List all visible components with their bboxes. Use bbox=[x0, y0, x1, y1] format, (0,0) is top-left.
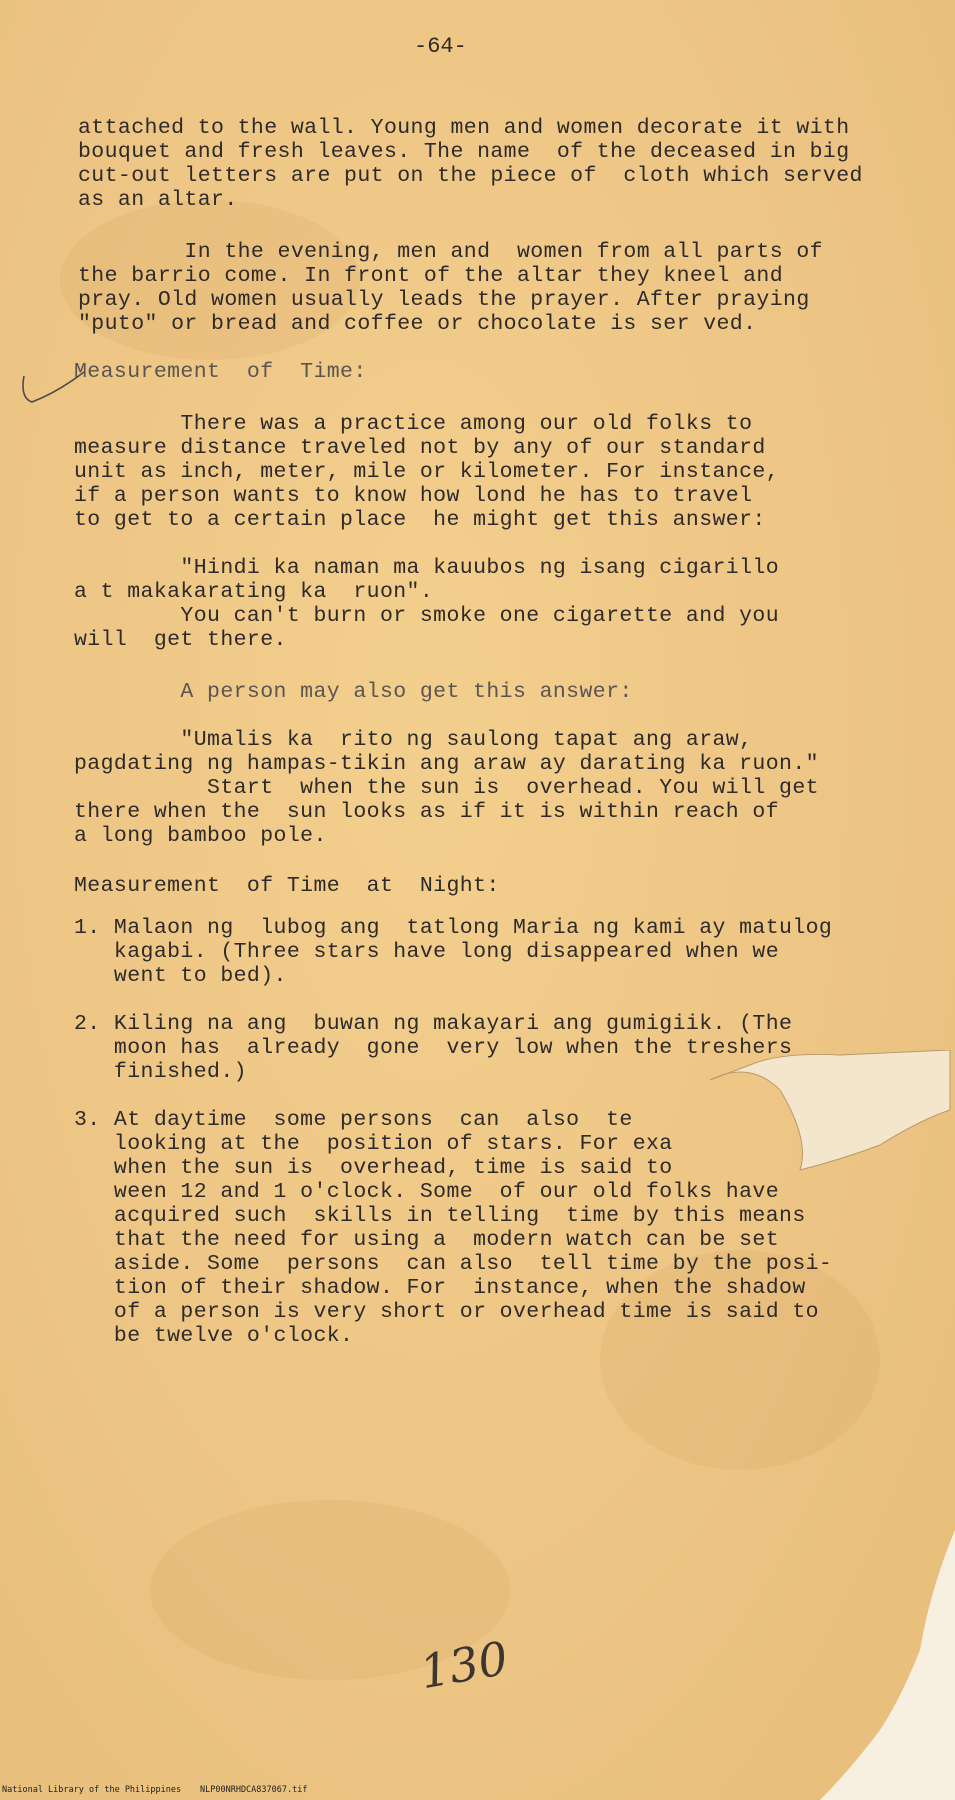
check-mark-icon bbox=[18, 368, 88, 408]
text-line: "Umalis ka rito ng saulong tapat ang araw, bbox=[74, 728, 753, 752]
heading-measurement-of-time: Measurement of Time: bbox=[74, 360, 367, 384]
text-line: There was a practice among our old folks to bbox=[74, 412, 753, 436]
text-line: of a person is very short or overhead time is said to bbox=[74, 1300, 819, 1324]
text-line: to get to a certain place he might get this answer: bbox=[74, 508, 766, 532]
text-line: moon has already gone very low when the treshers bbox=[74, 1036, 793, 1060]
text-line: unit as inch, meter, mile or kilometer. For instance, bbox=[74, 460, 780, 484]
text-line: 3. At daytime some persons can also te bbox=[74, 1108, 633, 1132]
text-line: finished.) bbox=[74, 1060, 247, 1084]
text-line: acquired such skills in telling time by this means bbox=[74, 1204, 806, 1228]
text-line: looking at the position of stars. For exa bbox=[74, 1132, 673, 1156]
paragraph-another-answer: A person may also get this answer: bbox=[74, 680, 633, 704]
text-line: there when the sun looks as if it is within reach of bbox=[74, 800, 780, 824]
text-line: if a person wants to know how lond he has to travel bbox=[74, 484, 753, 508]
text-line: measure distance traveled not by any of our standard bbox=[74, 436, 766, 460]
text-line: bouquet and fresh leaves. The name of the deceased in big bbox=[78, 140, 850, 164]
text-line: that the need for using a modern watch can be set bbox=[74, 1228, 780, 1252]
text-line: attached to the wall. Young men and women decorate it with bbox=[78, 116, 850, 140]
text-line: Start when the sun is overhead. You will get bbox=[74, 776, 819, 800]
text-line: 1. Malaon ng lubog ang tatlong Maria ng kami ay matulog bbox=[74, 916, 833, 940]
text-line: aside. Some persons can also tell time by the posi- bbox=[74, 1252, 833, 1276]
text-line: kagabi. (Three stars have long disappeared when we bbox=[74, 940, 780, 964]
text-line: "puto" or bread and coffee or chocolate is ser ved. bbox=[78, 312, 757, 336]
handwritten-page-number: 130 bbox=[415, 1630, 512, 1700]
text-line: pagdating ng hampas-tikin ang araw ay darating ka ruon." bbox=[74, 752, 819, 776]
text-line: tion of their shadow. For instance, when the shadow bbox=[74, 1276, 806, 1300]
text-line: be twelve o'clock. bbox=[74, 1324, 354, 1348]
text-line: the barrio come. In front of the altar they kneel and bbox=[78, 264, 784, 288]
page-number: -64- bbox=[414, 34, 467, 59]
paper-tear bbox=[820, 1530, 955, 1800]
text-line: when the sun is overhead, time is said to bbox=[74, 1156, 673, 1180]
text-line: a t makakarating ka ruon". bbox=[74, 580, 434, 604]
text-line: ween 12 and 1 o'clock. Some of our old folks have bbox=[74, 1180, 780, 1204]
paper-tear bbox=[690, 1050, 955, 1210]
heading-time-at-night: Measurement of Time at Night: bbox=[74, 874, 500, 898]
text-line: 2. Kiling na ang buwan ng makayari ang gumigiik. (The bbox=[74, 1012, 793, 1036]
text-line: a long bamboo pole. bbox=[74, 824, 327, 848]
text-line: cut-out letters are put on the piece of cloth which served bbox=[78, 164, 863, 188]
text-line: You can't burn or smoke one cigarette and you bbox=[74, 604, 780, 628]
text-line: as an altar. bbox=[78, 188, 238, 212]
text-line: will get there. bbox=[74, 628, 287, 652]
text-line: "Hindi ka naman ma kauubos ng isang cigarillo bbox=[74, 556, 780, 580]
text-line: went to bed). bbox=[74, 964, 287, 988]
text-line: In the evening, men and women from all parts of bbox=[78, 240, 823, 264]
footer-library: National Library of the Philippines bbox=[2, 1785, 182, 1795]
text-line: pray. Old women usually leads the prayer. After praying bbox=[78, 288, 810, 312]
footer-filename: NLP00NRHDCA837067.tif bbox=[200, 1785, 308, 1795]
